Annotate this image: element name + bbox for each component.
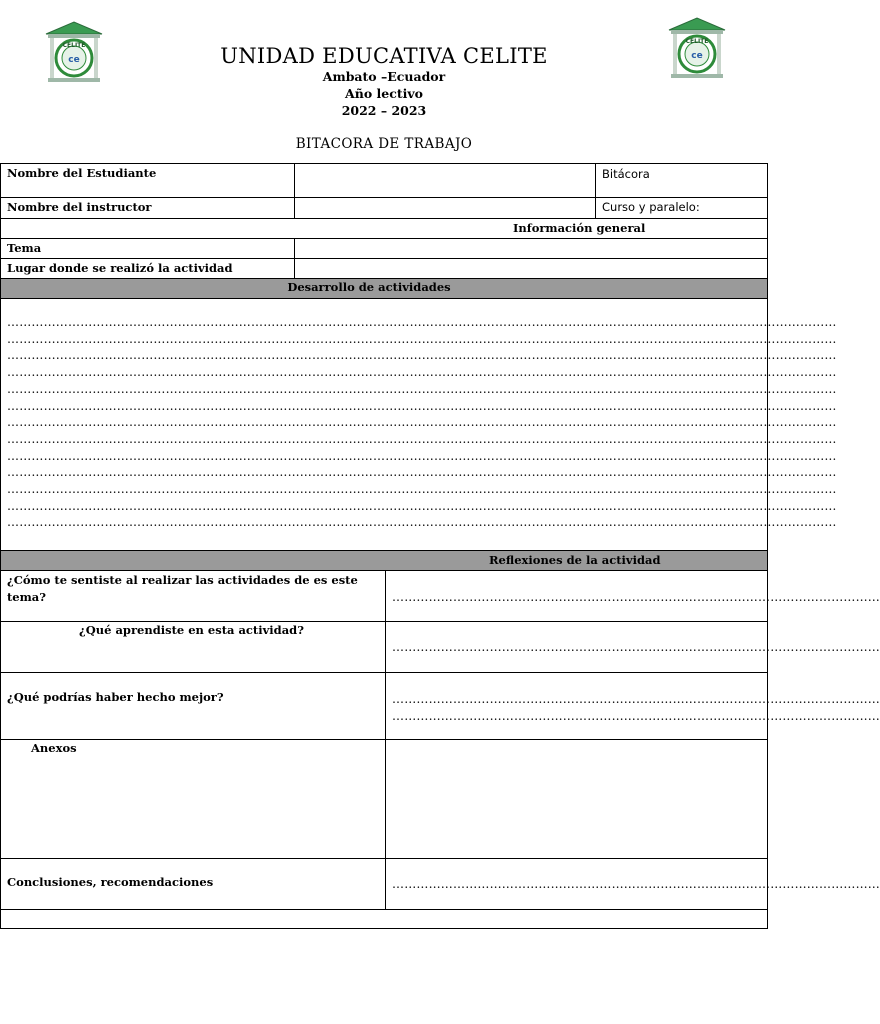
answer-feelings[interactable] bbox=[385, 570, 880, 622]
course-label: Curso y paralelo: bbox=[595, 197, 768, 219]
annexes-label: Anexos bbox=[0, 739, 386, 859]
question-learned bbox=[0, 621, 386, 673]
general-info-header: Información general bbox=[0, 218, 768, 239]
dotted-line: …………………………………………………………………………………………………………………………………………………………………………………… bbox=[7, 431, 837, 446]
conclusions-label: Conclusiones, recomendaciones bbox=[0, 858, 386, 910]
development-area[interactable] bbox=[0, 298, 837, 551]
dotted-line: …………………………………………………………………………………………………………………………………………………………………………………… bbox=[7, 448, 837, 463]
svg-text:ce: ce bbox=[691, 51, 703, 61]
dotted-line: …………………………………………………………………………………………………………………………………………………………………………………… bbox=[7, 315, 837, 329]
dotted-line: …………………………………………………………………………………………………………………………………………………………………………………… bbox=[7, 331, 837, 346]
answer-improve[interactable] bbox=[385, 672, 880, 740]
dotted-line: ………………………………………………………………………………………………………… bbox=[392, 640, 880, 654]
dotted-line: ………………………………………………………………………………………………………… bbox=[392, 877, 880, 891]
conclusions-field[interactable] bbox=[385, 858, 880, 910]
answer-learned[interactable] bbox=[385, 621, 880, 673]
dotted-line: …………………………………………………………………………………………………………………………………………………………………………………… bbox=[7, 381, 837, 396]
annexes-field[interactable] bbox=[385, 739, 768, 859]
dotted-line: …………………………………………………………………………………………………………………………………………………………………………………… bbox=[7, 498, 837, 513]
question-improve: ¿Qué podrías haber hecho mejor? bbox=[0, 672, 386, 740]
dotted-line: ………………………………………………………………………………………………………… bbox=[392, 708, 880, 723]
student-name-label: Nombre del Estudiante bbox=[0, 163, 295, 198]
development-header: Desarrollo de actividades bbox=[0, 278, 768, 299]
topic-label: Tema bbox=[0, 238, 295, 259]
topic-field[interactable] bbox=[294, 238, 768, 259]
school-year-range: 2022 – 2023 bbox=[341, 103, 427, 118]
instructor-name-field[interactable] bbox=[294, 197, 596, 219]
student-name-field[interactable] bbox=[294, 163, 596, 198]
question-learned-text: ¿Qué aprendiste en esta actividad? bbox=[79, 623, 304, 637]
dotted-line: …………………………………………………………………………………………………………………………………………………………………………………… bbox=[7, 482, 837, 497]
dotted-line: ………………………………………………………………………………………………………… bbox=[392, 590, 880, 604]
svg-text:CELITE: CELITE bbox=[62, 42, 86, 49]
bitacora-label: Bitácora bbox=[595, 163, 768, 198]
dotted-line: …………………………………………………………………………………………………………………………………………………………………………………… bbox=[7, 515, 837, 530]
dotted-line: …………………………………………………………………………………………………………………………………………………………………………………… bbox=[7, 365, 837, 380]
school-year-label: Año lectivo bbox=[345, 86, 423, 101]
place-label: Lugar donde se realizó la actividad bbox=[0, 258, 295, 279]
svg-text:ce: ce bbox=[68, 55, 80, 65]
dotted-line: …………………………………………………………………………………………………………………………………………………………………………………… bbox=[7, 415, 837, 430]
instructor-name-label: Nombre del instructor bbox=[0, 197, 295, 219]
reflections-header: Reflexiones de la actividad bbox=[0, 550, 768, 571]
dotted-line: …………………………………………………………………………………………………………………………………………………………………………………… bbox=[7, 348, 837, 363]
dotted-line: …………………………………………………………………………………………………………………………………………………………………………………… bbox=[7, 465, 837, 480]
document-title: BITACORA DE TRABAJO bbox=[295, 136, 473, 152]
question-feelings: ¿Cómo te sentiste al realizar las actividades de es este tema? bbox=[0, 570, 386, 622]
place-field[interactable] bbox=[294, 258, 768, 279]
dotted-line: ………………………………………………………………………………………………………… bbox=[392, 692, 880, 706]
city-line: Ambato –Ecuador bbox=[322, 69, 446, 84]
dotted-line: …………………………………………………………………………………………………………………………………………………………………………………… bbox=[7, 398, 837, 413]
svg-text:CELITE: CELITE bbox=[685, 38, 709, 45]
school-name: UNIDAD EDUCATIVA CELITE bbox=[220, 44, 548, 68]
empty-footer-row bbox=[0, 909, 768, 929]
